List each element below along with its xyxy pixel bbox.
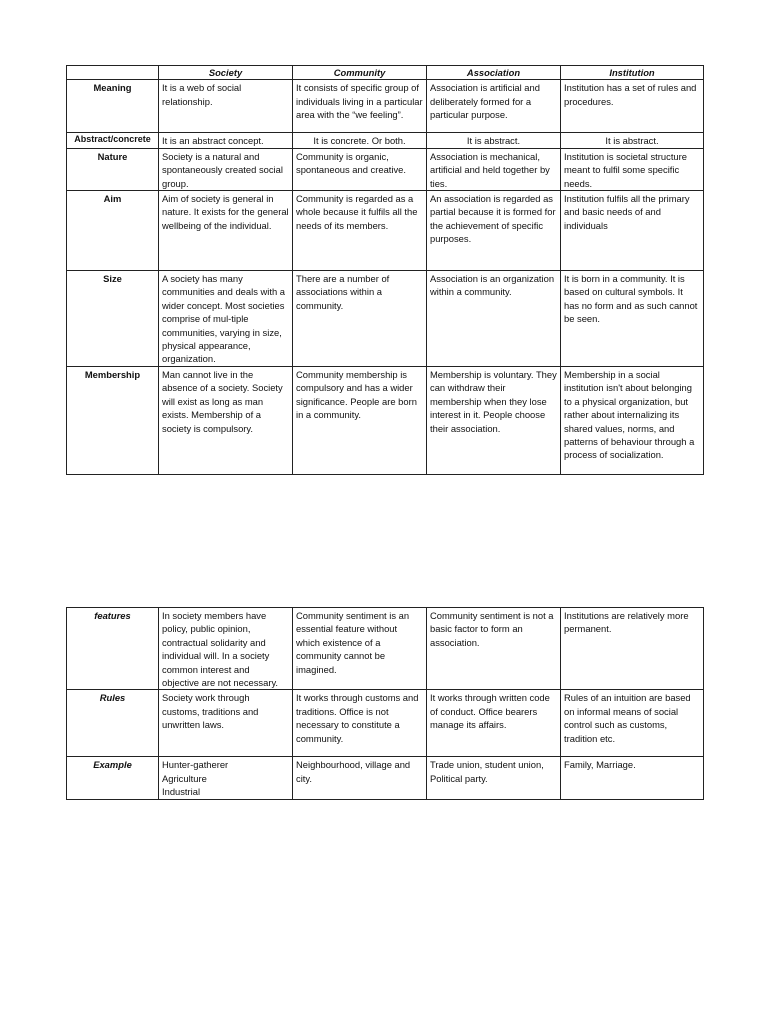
cell-society: Hunter-gatherer Agriculture Industrial [159,757,293,799]
cell-association: Association is an organization within a community. [427,271,561,367]
table-row-nature [67,148,704,190]
cell-community: Community sentiment is an essential feature without which existence of a community cannot be imagined. [293,608,427,690]
table-row-meaning [67,80,704,133]
cell-institution: Institution has a set of rules and procedures. [561,80,704,133]
row-label: Rules [67,690,159,757]
cell-community: Neighbourhood, village and city. [293,757,427,799]
cell-community: It works through customs and traditions. Office is not necessary to constitute a community. [293,690,427,757]
cell-institution: Institution is societal structure meant to fulfil some specific needs. [561,148,704,190]
table-row-aim [67,191,704,271]
table-row-size [67,271,704,367]
table-row-membership [67,366,704,474]
cell-association: It works through written code of conduct. Office bearers manage its affairs. [427,690,561,757]
cell-institution: Family, Marriage. [561,757,704,799]
cell-association: Association is artificial and deliberately formed for a particular purpose. [427,80,561,133]
cell-community: It is concrete. Or both. [293,133,427,148]
cell-community: Community is organic, spontaneous and creative. [293,148,427,190]
table-row-abstract-concrete [67,133,704,148]
header-row [67,66,704,80]
cell-society: Society is a natural and spontaneously created social group. [159,148,293,190]
header-society: Society [159,66,293,80]
row-label: Size [67,271,159,367]
cell-community: It consists of specific group of individuals living in a particular area with the “we feeling”. [293,80,427,133]
cell-institution: Membership in a social institution isn't about belonging to a physical organization, but rather about internalizing its shared values, norms, and patterns of behaviour through a process of socialization. [561,366,704,474]
cell-association: Community sentiment is not a basic factor to form an association. [427,608,561,690]
cell-society: Aim of society is general in nature. It exists for the general wellbeing of the individual. [159,191,293,271]
cell-society: It is a web of social relationship. [159,80,293,133]
cell-association: Membership is voluntary. They can withdraw their membership when they lose interest in it. People choose their association. [427,366,561,474]
row-label: Nature [67,148,159,190]
row-label: Meaning [67,80,159,133]
header-institution: Institution [561,66,704,80]
table-row-example [67,757,704,799]
cell-association: Trade union, student union, Political party. [427,757,561,799]
cell-institution: Rules of an intuition are based on informal means of social control such as customs, tradition etc. [561,690,704,757]
header-association: Association [427,66,561,80]
cell-society: Man cannot live in the absence of a society. Society will exist as long as man exists. Membership of a society is compulsory. [159,366,293,474]
header-corner [67,66,159,80]
table-row-rules [67,690,704,757]
comparison-table-bottom [66,607,704,800]
cell-association: An association is regarded as partial because it is formed for the achievement of specific purposes. [427,191,561,271]
comparison-table-top [66,65,704,475]
row-label: features [67,608,159,690]
table-row-features [67,608,704,690]
header-community: Community [293,66,427,80]
cell-society: A society has many communities and deals with a wider concept. Most societies comprise of mul-tiple communities, varying in size, physical appearance, organization. [159,271,293,367]
cell-institution: Institutions are relatively more permanent. [561,608,704,690]
cell-institution: It is born in a community. It is based on cultural symbols. It has no form and as such cannot be seen. [561,271,704,367]
row-label: Membership [67,366,159,474]
cell-institution: It is abstract. [561,133,704,148]
row-label: Aim [67,191,159,271]
cell-community: Community membership is compulsory and has a wider significance. People are born in a community. [293,366,427,474]
cell-institution: Institution fulfils all the primary and basic needs of and individuals [561,191,704,271]
cell-society: In society members have policy, public opinion, contractual solidarity and individual will. In a society common interest and objective are not necessary. [159,608,293,690]
cell-community: Community is regarded as a whole because it fulfils all the needs of its members. [293,191,427,271]
cell-community: There are a number of associations within a community. [293,271,427,367]
cell-association: It is abstract. [427,133,561,148]
cell-association: Association is mechanical, artificial and held together by ties. [427,148,561,190]
row-label: Example [67,757,159,799]
row-label: Abstract/concrete [67,133,159,148]
cell-society: It is an abstract concept. [159,133,293,148]
cell-society: Society work through customs, traditions and unwritten laws. [159,690,293,757]
